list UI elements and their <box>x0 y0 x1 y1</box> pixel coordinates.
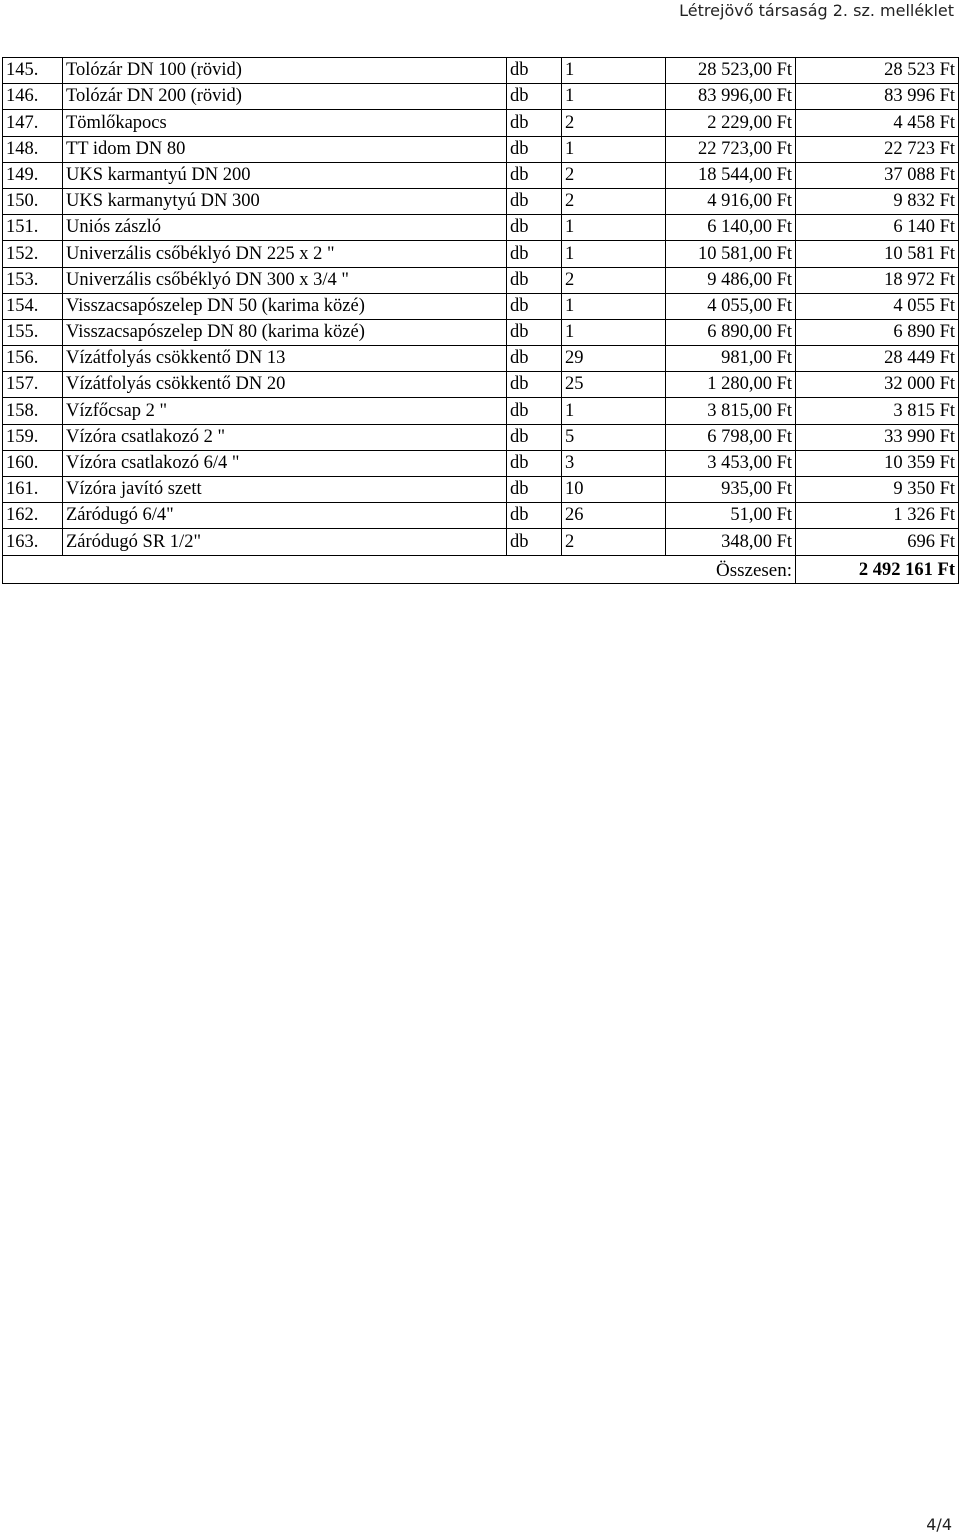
item-unit-price: 6 798,00 Ft <box>666 424 796 450</box>
item-name: Vízóra csatlakozó 2 " <box>63 424 507 450</box>
table-row <box>3 398 959 424</box>
item-unit-price: 6 890,00 Ft <box>666 319 796 345</box>
item-total: 28 449 Ft <box>796 346 959 372</box>
item-name: Tömlőkapocs <box>63 110 507 136</box>
item-number: 149. <box>3 162 63 188</box>
item-number: 152. <box>3 241 63 267</box>
item-name: Univerzális csőbéklyó DN 225 x 2 " <box>63 241 507 267</box>
item-unit-price: 28 523,00 Ft <box>666 58 796 84</box>
item-unit: db <box>507 188 562 214</box>
item-number: 148. <box>3 136 63 162</box>
table-row <box>3 503 959 529</box>
page-number: 4/4 <box>926 1515 952 1534</box>
item-unit-price: 348,00 Ft <box>666 529 796 555</box>
item-number: 151. <box>3 215 63 241</box>
item-total: 3 815 Ft <box>796 398 959 424</box>
item-name: Vízóra csatlakozó 6/4 " <box>63 450 507 476</box>
item-name: Záródugó SR 1/2" <box>63 529 507 555</box>
item-total: 696 Ft <box>796 529 959 555</box>
table-row <box>3 267 959 293</box>
item-quantity: 1 <box>562 241 666 267</box>
item-quantity: 2 <box>562 267 666 293</box>
item-number: 147. <box>3 110 63 136</box>
item-quantity: 1 <box>562 58 666 84</box>
item-quantity: 1 <box>562 398 666 424</box>
table-row <box>3 162 959 188</box>
item-unit-price: 9 486,00 Ft <box>666 267 796 293</box>
item-unit-price: 10 581,00 Ft <box>666 241 796 267</box>
item-quantity: 1 <box>562 84 666 110</box>
item-name: Vízátfolyás csökkentő DN 20 <box>63 372 507 398</box>
item-quantity: 3 <box>562 450 666 476</box>
item-total: 9 350 Ft <box>796 477 959 503</box>
item-number: 155. <box>3 319 63 345</box>
item-unit-price: 4 055,00 Ft <box>666 293 796 319</box>
table-row <box>3 424 959 450</box>
table-row <box>3 110 959 136</box>
item-unit-price: 83 996,00 Ft <box>666 84 796 110</box>
item-unit: db <box>507 241 562 267</box>
item-total: 6 140 Ft <box>796 215 959 241</box>
item-quantity: 1 <box>562 293 666 319</box>
item-unit-price: 4 916,00 Ft <box>666 188 796 214</box>
item-total: 28 523 Ft <box>796 58 959 84</box>
item-total: 6 890 Ft <box>796 319 959 345</box>
item-total: 18 972 Ft <box>796 267 959 293</box>
item-name: TT idom DN 80 <box>63 136 507 162</box>
item-number: 154. <box>3 293 63 319</box>
item-unit-price: 3 453,00 Ft <box>666 450 796 476</box>
item-number: 146. <box>3 84 63 110</box>
item-total: 10 359 Ft <box>796 450 959 476</box>
item-quantity: 5 <box>562 424 666 450</box>
item-unit-price: 935,00 Ft <box>666 477 796 503</box>
item-number: 153. <box>3 267 63 293</box>
item-name: Tolózár DN 200 (rövid) <box>63 84 507 110</box>
item-total: 9 832 Ft <box>796 188 959 214</box>
item-unit-price: 6 140,00 Ft <box>666 215 796 241</box>
item-name: Vízóra javító szett <box>63 477 507 503</box>
item-unit: db <box>507 293 562 319</box>
item-number: 150. <box>3 188 63 214</box>
item-quantity: 29 <box>562 346 666 372</box>
item-total: 4 458 Ft <box>796 110 959 136</box>
item-name: Uniós zászló <box>63 215 507 241</box>
item-number: 160. <box>3 450 63 476</box>
table-row <box>3 450 959 476</box>
item-total: 4 055 Ft <box>796 293 959 319</box>
item-unit: db <box>507 398 562 424</box>
table-row <box>3 58 959 84</box>
table-row <box>3 319 959 345</box>
table-row <box>3 477 959 503</box>
summary-row <box>3 555 959 583</box>
item-name: UKS karmantyú DN 200 <box>63 162 507 188</box>
item-number: 158. <box>3 398 63 424</box>
item-unit: db <box>507 372 562 398</box>
item-unit: db <box>507 529 562 555</box>
item-unit: db <box>507 346 562 372</box>
item-number: 157. <box>3 372 63 398</box>
item-unit: db <box>507 110 562 136</box>
item-number: 162. <box>3 503 63 529</box>
item-quantity: 1 <box>562 136 666 162</box>
item-name: Univerzális csőbéklyó DN 300 x 3/4 " <box>63 267 507 293</box>
item-number: 159. <box>3 424 63 450</box>
item-unit-price: 981,00 Ft <box>666 346 796 372</box>
table-row <box>3 293 959 319</box>
item-unit-price: 3 815,00 Ft <box>666 398 796 424</box>
item-total: 83 996 Ft <box>796 84 959 110</box>
summary-total: 2 492 161 Ft <box>796 555 959 583</box>
item-unit-price: 2 229,00 Ft <box>666 110 796 136</box>
item-unit: db <box>507 503 562 529</box>
item-quantity: 26 <box>562 503 666 529</box>
item-unit: db <box>507 84 562 110</box>
item-unit: db <box>507 162 562 188</box>
item-unit: db <box>507 136 562 162</box>
document-header: Létrejövő társaság 2. sz. melléklet <box>679 1 954 20</box>
item-quantity: 25 <box>562 372 666 398</box>
item-number: 156. <box>3 346 63 372</box>
item-total: 37 088 Ft <box>796 162 959 188</box>
item-quantity: 1 <box>562 319 666 345</box>
item-number: 163. <box>3 529 63 555</box>
item-quantity: 2 <box>562 529 666 555</box>
table-row <box>3 136 959 162</box>
item-name: Visszacsapószelep DN 50 (karima közé) <box>63 293 507 319</box>
item-unit: db <box>507 215 562 241</box>
item-name: Visszacsapószelep DN 80 (karima közé) <box>63 319 507 345</box>
item-quantity: 10 <box>562 477 666 503</box>
items-table <box>2 57 959 584</box>
item-name: Vízátfolyás csökkentő DN 13 <box>63 346 507 372</box>
table-row <box>3 529 959 555</box>
table-row <box>3 346 959 372</box>
item-name: Vízfőcsap 2 " <box>63 398 507 424</box>
item-total: 32 000 Ft <box>796 372 959 398</box>
item-total: 10 581 Ft <box>796 241 959 267</box>
item-unit: db <box>507 58 562 84</box>
item-quantity: 1 <box>562 215 666 241</box>
item-number: 145. <box>3 58 63 84</box>
table-row <box>3 372 959 398</box>
items-table-body <box>3 58 959 556</box>
item-quantity: 2 <box>562 188 666 214</box>
table-row <box>3 241 959 267</box>
item-name: UKS karmanytyú DN 300 <box>63 188 507 214</box>
item-total: 22 723 Ft <box>796 136 959 162</box>
item-unit: db <box>507 450 562 476</box>
item-unit: db <box>507 319 562 345</box>
item-unit-price: 22 723,00 Ft <box>666 136 796 162</box>
table-row <box>3 84 959 110</box>
table-row <box>3 215 959 241</box>
item-unit: db <box>507 477 562 503</box>
item-unit-price: 51,00 Ft <box>666 503 796 529</box>
item-name: Záródugó 6/4" <box>63 503 507 529</box>
item-unit: db <box>507 267 562 293</box>
item-unit: db <box>507 424 562 450</box>
item-total: 33 990 Ft <box>796 424 959 450</box>
item-name: Tolózár DN 100 (rövid) <box>63 58 507 84</box>
item-quantity: 2 <box>562 110 666 136</box>
summary-section <box>3 555 959 583</box>
item-unit-price: 18 544,00 Ft <box>666 162 796 188</box>
item-total: 1 326 Ft <box>796 503 959 529</box>
summary-label: Összesen: <box>3 555 796 583</box>
table-row <box>3 188 959 214</box>
item-number: 161. <box>3 477 63 503</box>
item-unit-price: 1 280,00 Ft <box>666 372 796 398</box>
item-quantity: 2 <box>562 162 666 188</box>
